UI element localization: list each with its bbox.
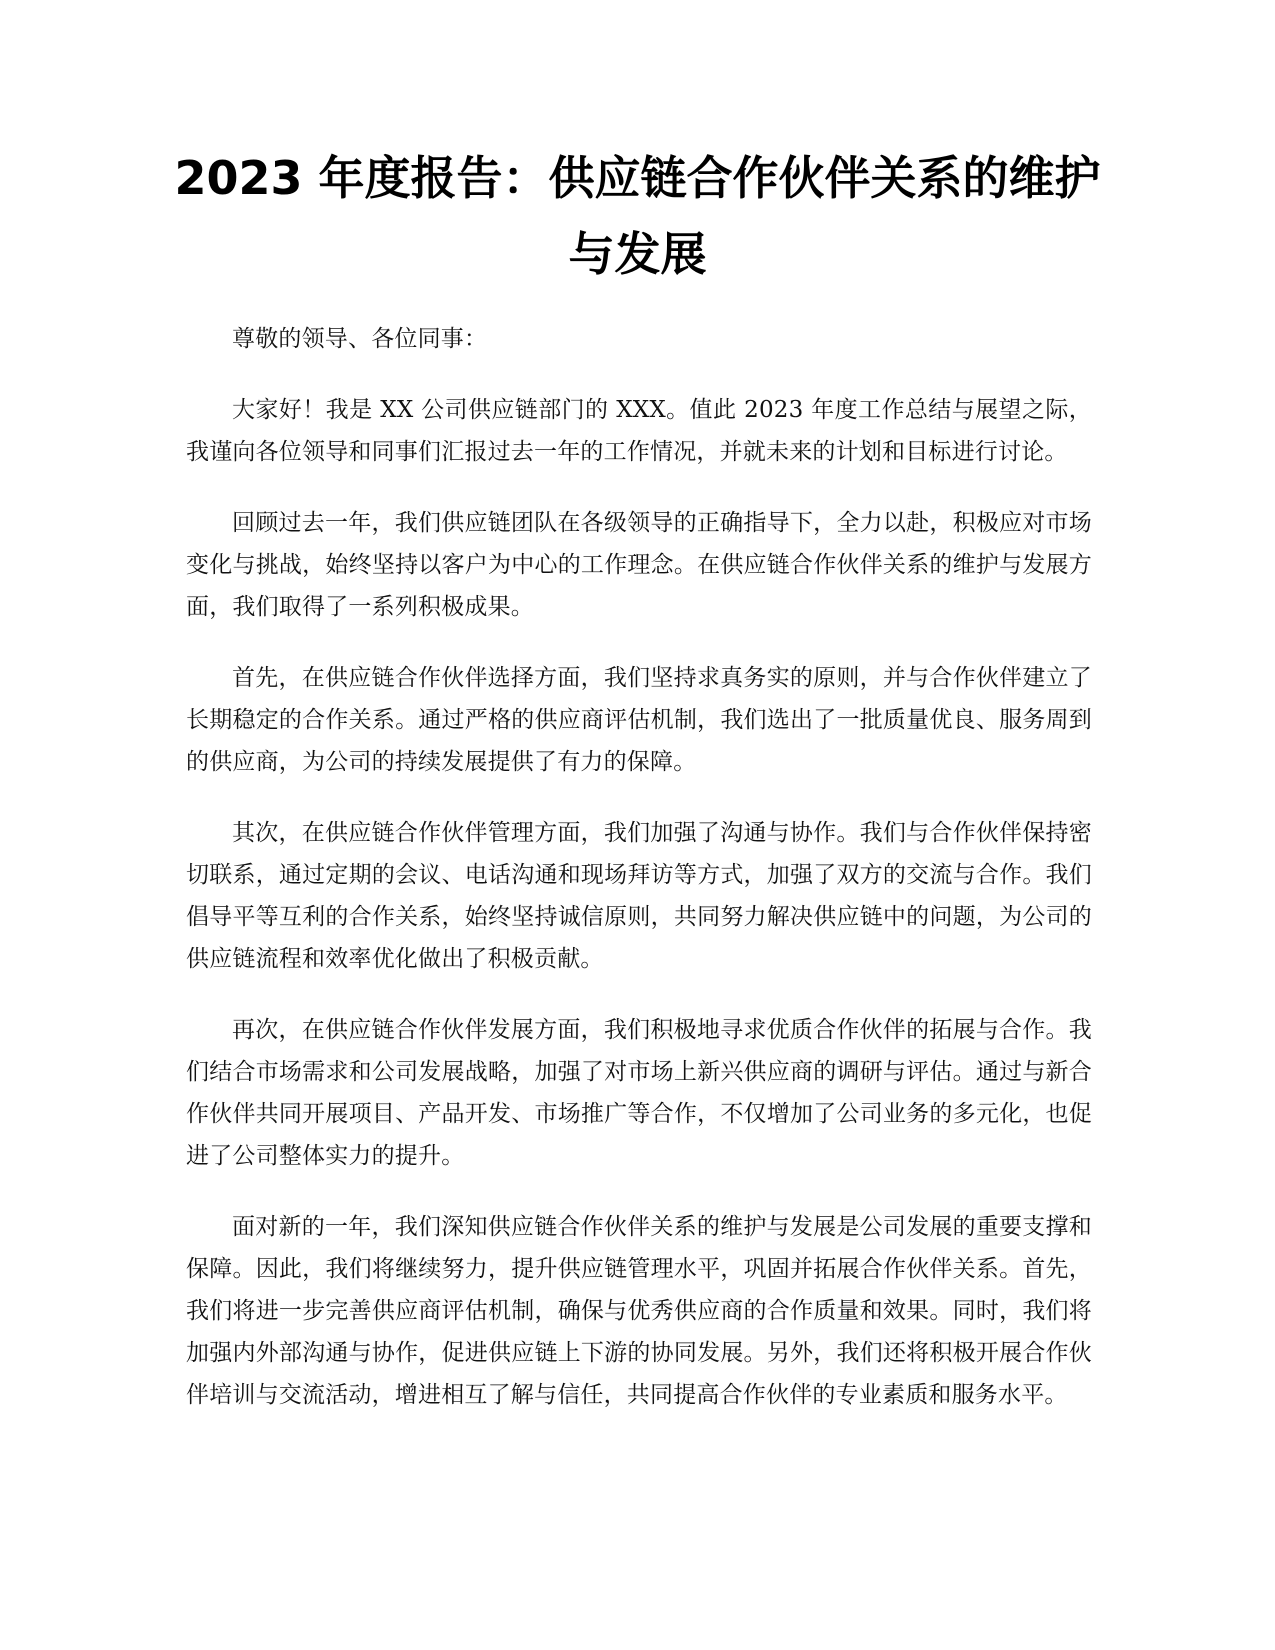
paragraph-partner-management: 其次，在供应链合作伙伴管理方面，我们加强了沟通与协作。我们与合作伙伴保持密切联系，通过定期的会议、电话沟通和现场拜访等方式，加强了双方的交流与合作。我们倡导平等互利的合作关系，始终坚持诚信原则，共同努力解决供应链中的问题，为公司的供应链流程和效率优化做出了积极贡献。 bbox=[186, 820, 1092, 972]
paragraph-review: 回顾过去一年，我们供应链团队在各级领导的正确指导下，全力以赴，积极应对市场变化与挑战，始终坚持以客户为中心的工作理念。在供应链合作伙伴关系的维护与发展方面，我们取得了一系列积极成果。 bbox=[186, 510, 1092, 620]
paragraph-introduction: 大家好！我是 XX 公司供应链部门的 XXX。值此 2023 年度工作总结与展望之际，我谨向各位领导和同事们汇报过去一年的工作情况，并就未来的计划和目标进行讨论。 bbox=[186, 397, 1092, 465]
paragraph-outlook: 面对新的一年，我们深知供应链合作伙伴关系的维护与发展是公司发展的重要支撑和保障。因此，我们将继续努力，提升供应链管理水平，巩固并拓展合作伙伴关系。首先，我们将进一步完善供应商评估机制，确保与优秀供应商的合作质量和效果。同时，我们将加强内外部沟通与协作，促进供应链上下游的协同发展。另外，我们还将积极开展合作伙伴培训与交流活动，增进相互了解与信任，共同提高合作伙伴的专业素质和服务水平。 bbox=[186, 1214, 1092, 1408]
document-body bbox=[186, 318, 1092, 1445]
paragraph-partner-development: 再次，在供应链合作伙伴发展方面，我们积极地寻求优质合作伙伴的拓展与合作。我们结合市场需求和公司发展战略，加强了对市场上新兴供应商的调研与评估。通过与新合作伙伴共同开展项目、产品开发、市场推广等合作，不仅增加了公司业务的多元化，也促进了公司整体实力的提升。 bbox=[186, 1017, 1092, 1169]
document-title: 2023 年度报告：供应链合作伙伴关系的维护与发展 bbox=[174, 151, 1101, 281]
paragraph-partner-selection: 首先，在供应链合作伙伴选择方面，我们坚持求真务实的原则，并与合作伙伴建立了长期稳定的合作关系。通过严格的供应商评估机制，我们选出了一批质量优良、服务周到的供应商，为公司的持续发展提供了有力的保障。 bbox=[186, 665, 1092, 775]
paragraph-salutation: 尊敬的领导、各位同事： bbox=[232, 326, 488, 352]
